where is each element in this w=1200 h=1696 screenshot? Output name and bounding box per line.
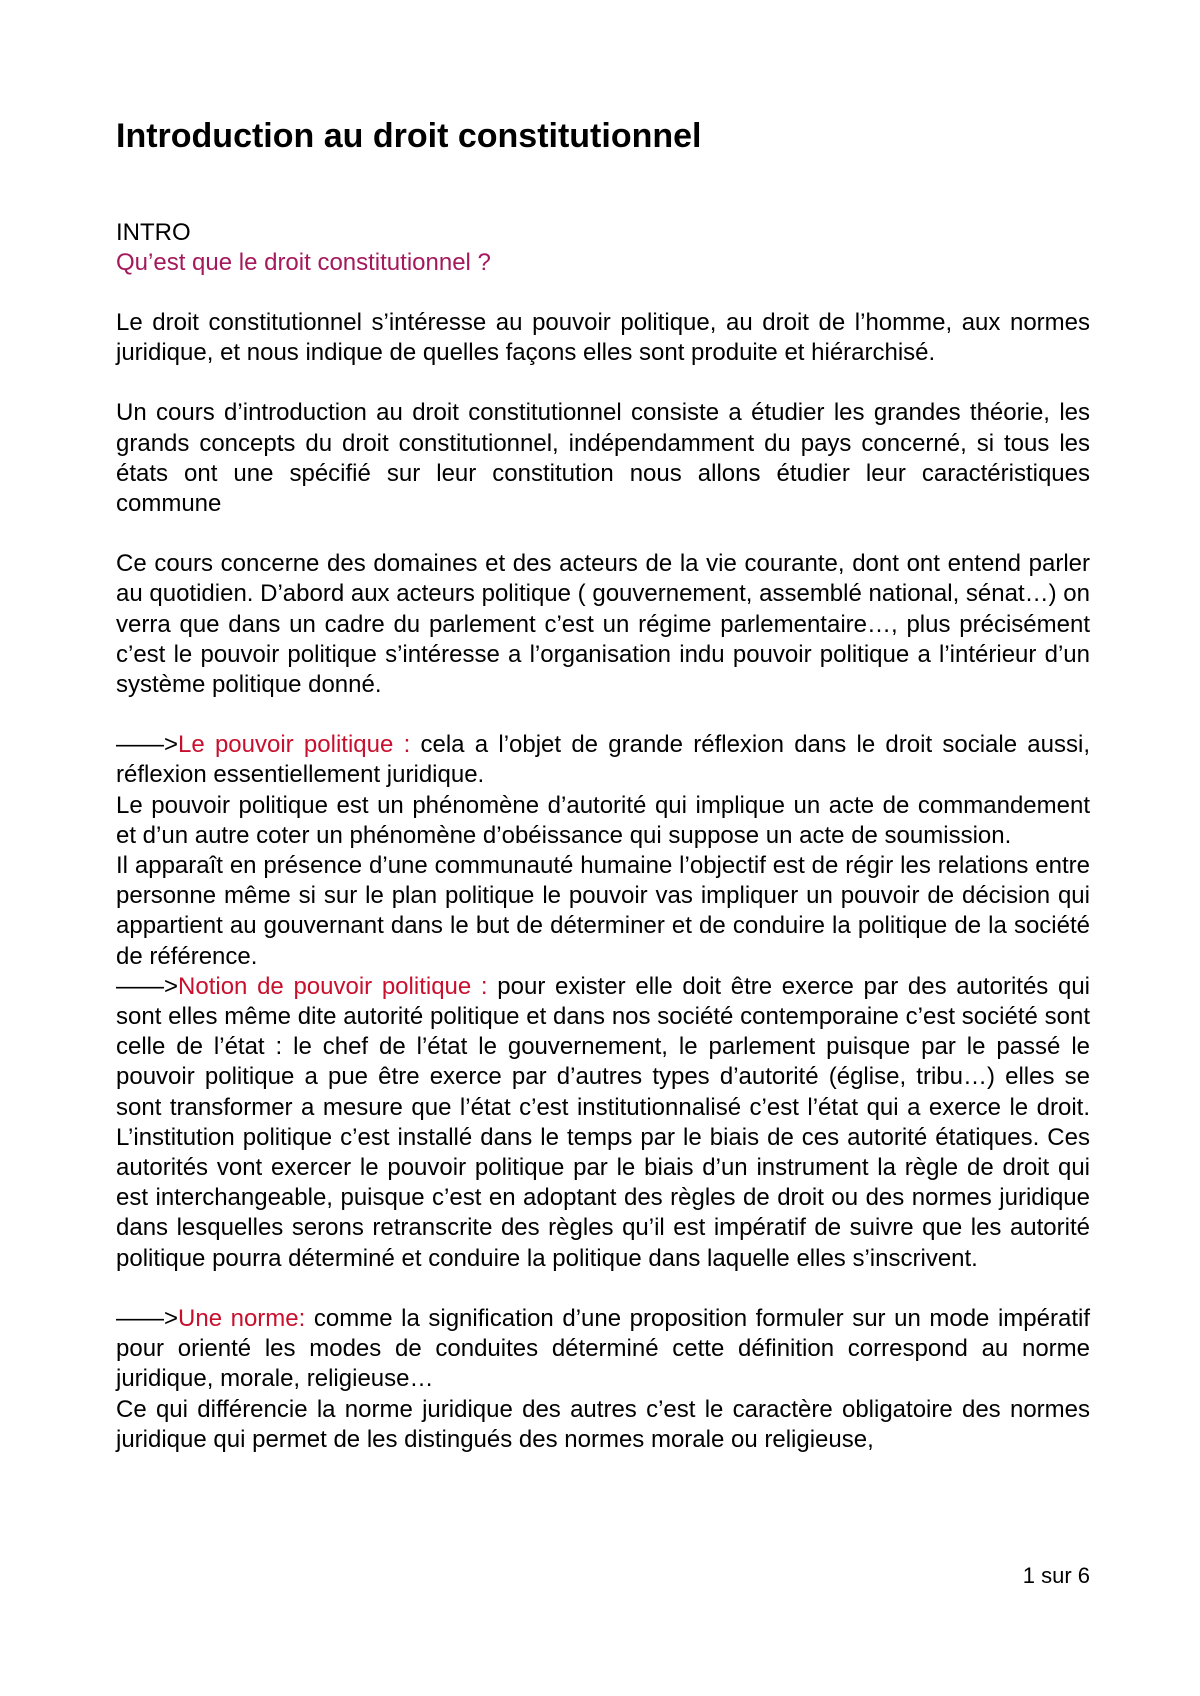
term-notion-pouvoir: Notion de pouvoir politique : [178,972,488,1000]
paragraph-3: Ce cours concerne des domaines et des acteurs de la vie courante, dont ont entend parler au quotidien. D’abord aux acteurs politique ( gouvernement, assemblé national, sénat…) on verra que dans un cadre du parlement c’est un régime parlementaire…, plus précisément c’est le pouvoir politique s’intéresse a l’organisation indu pouvoir politique a l’intérieur d’un système politique donné. [116,550,1090,699]
document-page [116,112,1090,1455]
paragraph-2: Un cours d’introduction au droit constitutionnel consiste a étudier les grandes théorie, les grands concepts du droit constitutionnel, indépendamment du pays concerné, si tous les états ont une spécifié sur leur constitution nous allons étudier leur caractéristiques commune [116,399,1090,518]
paragraph-text: cela a l’objet de grande réflexion dans le droit sociale aussi, réflexion essentiellement juridique. [116,731,1091,789]
paragraph-notion-pouvoir [116,972,1090,1274]
page-number: 1 sur 6 [1022,1563,1090,1588]
paragraph-pouvoir-politique [116,730,1090,790]
paragraph-norme [116,1304,1090,1395]
paragraph-text: comme la signification d’une proposition formuler sur un mode impératif pour orienté les modes de conduites déterminé cette définition correspond au norme juridique, morale, religieuse… [116,1304,1090,1393]
arrow-marker: ——> [116,731,179,759]
term-pouvoir-politique: Le pouvoir politique : [178,731,411,759]
arrow-marker: ——> [116,1304,179,1332]
paragraph-5: Le pouvoir politique est un phénomène d’autorité qui implique un acte de commandement et d’un autre coter un phénomène d’obéissance qui suppose un acte de soumission. [116,791,1090,849]
arrow-marker: ——> [116,972,179,1000]
section-question: Qu’est que le droit constitutionnel ? [116,249,491,276]
intro-label: INTRO [116,219,191,246]
paragraph-6: Il apparaît en présence d’une communauté humaine l’objectif est de régir les relations entre personne même si sur le plan politique le pouvoir vas impliquer un pouvoir de décision qui appartient au gouvernant dans le but de déterminer et de conduire la politique de la société de référence. [116,852,1090,970]
paragraph-9: Ce qui différencie la norme juridique des autres c’est le caractère obligatoire des normes juridique qui permet de les distingués des normes morale ou religieuse, [116,1395,1090,1453]
document-title: Introduction au droit constitutionnel [116,117,702,155]
term-norme: Une norme: [178,1304,306,1332]
paragraph-1: Le droit constitutionnel s’intéresse au pouvoir politique, au droit de l’homme, aux normes juridique, et nous indique de quelles façons elles sont produite et hiérarchisé. [116,309,1090,367]
paragraph-text: pour exister elle doit être exerce par des autorités qui sont elles même dite autorité politique et dans nos société contemporaine c’est société sont celle de l’état : le chef de l’état le gouvernement, le parlement puisque par le passé le pouvoir politique a pue être exerce par d’autres types d’autorité (église, tribu…) elles se sont transformer a mesure que l’état c’est institutionnalisé c’est l’état qui a exerce le droit. L’institution politique c’est installé dans le temps par le biais de ces autorité étatiques. Ces autorités vont exercer le pouvoir politique par le biais d’un instrument la règle de droit qui est interchangeable, puisque c’est en adoptant des règles de droit ou des normes juridique dans lesquelles serons retranscrite des règles qu’il est impératif de suivre que les autorité politique pourra déterminé et conduire la politique dans laquelle elles s’inscrivent. [116,972,1091,1272]
